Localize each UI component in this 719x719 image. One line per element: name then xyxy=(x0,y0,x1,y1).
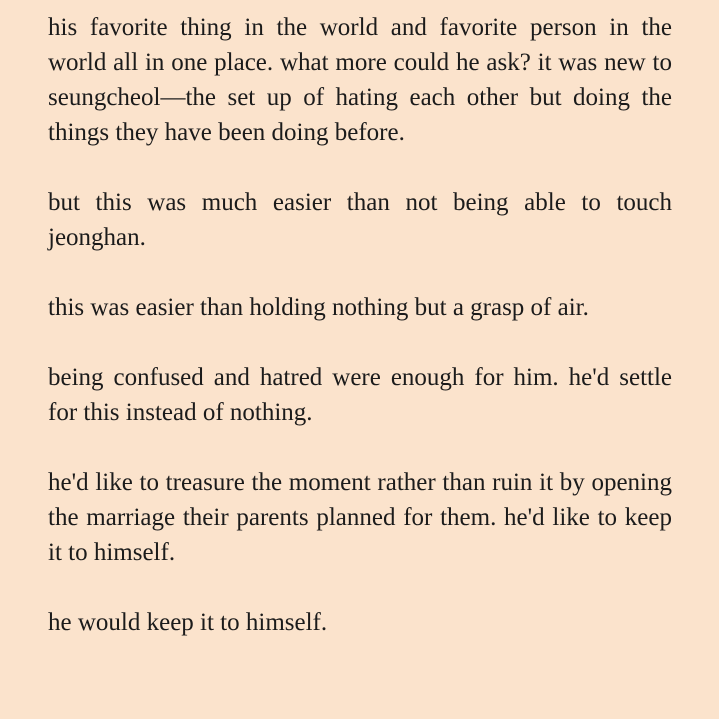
text-segment: like to keep it to himself. xyxy=(48,504,672,566)
text-segment: his favorite thing in the world and favorite person in the world all in one place. xyxy=(48,14,672,76)
text-segment: he would keep it to himself. xyxy=(48,609,328,636)
paragraph-3 xyxy=(48,290,672,325)
text-segment: confused and hatred were enough for xyxy=(103,364,514,391)
text-segment: settle for this instead of nothing. xyxy=(48,364,673,426)
highlighted-text[interactable]: this xyxy=(48,294,85,321)
highlighted-text[interactable]: being xyxy=(48,364,104,391)
text-segment: like to treasure the moment rather than ruin it by opening the marriage their parents planned for xyxy=(48,469,672,531)
paragraph-5 xyxy=(48,465,672,570)
highlighted-text[interactable]: what xyxy=(279,49,329,76)
text-segment: but this was much easier than not being able to touch jeonghan. xyxy=(48,189,672,251)
highlighted-text[interactable]: he'd xyxy=(48,469,89,496)
paragraph-1 xyxy=(48,10,672,150)
text-segment: more could he ask? it was new to seungcheol—the set up of hating each other but doing the things they have been doing before. xyxy=(48,49,673,146)
paragraph-2 xyxy=(48,185,672,255)
text-segment: was easier than holding nothing but a grasp of air. xyxy=(84,294,589,321)
paragraph-6 xyxy=(48,605,672,640)
highlighted-text[interactable]: them. he'd xyxy=(440,504,545,531)
highlighted-text[interactable]: him. he'd xyxy=(513,364,610,391)
reader-text-body xyxy=(48,10,672,640)
paragraph-4 xyxy=(48,360,672,430)
